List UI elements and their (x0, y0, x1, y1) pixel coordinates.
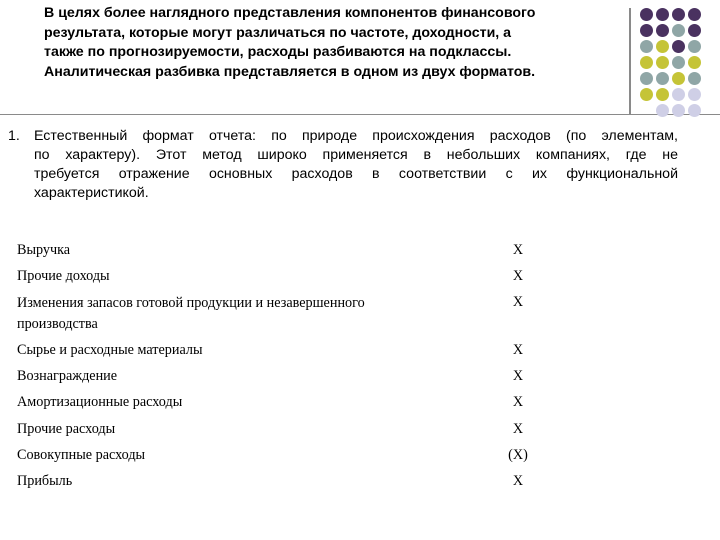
row-value: X (512, 342, 524, 358)
row-label: Сырье и расходные материалы (17, 342, 203, 358)
row-value: X (512, 421, 524, 437)
list-text-line: характеристикой. (34, 185, 149, 201)
decorative-dot (688, 8, 701, 21)
table-row (17, 293, 537, 341)
table-row (17, 446, 537, 472)
decorative-dot (656, 88, 669, 101)
row-value: X (512, 242, 524, 258)
row-label: Совокупные расходы (17, 447, 146, 463)
decorative-dot (688, 56, 701, 69)
title-line: Аналитическая разбивка представляется в одном из двух форматов. (44, 63, 536, 80)
title-line: результата, которые могут различаться по частоте, доходности, а (44, 24, 512, 41)
decorative-dot (672, 24, 685, 37)
row-label: Амортизационные расходы (17, 394, 183, 410)
decorative-dot (688, 40, 701, 53)
list-text-line: требуется отражение основных расходов в соответствии с их функциональной (34, 166, 678, 182)
row-value: X (512, 268, 524, 284)
table-row (17, 241, 537, 267)
decorative-dot (640, 56, 653, 69)
table-row (17, 393, 537, 420)
decorative-dot (688, 88, 701, 101)
decorative-dot (640, 40, 653, 53)
decorative-dot (688, 104, 701, 117)
decorative-dot (640, 8, 653, 21)
row-label: Прочие расходы (17, 421, 116, 437)
decorative-dot (688, 24, 701, 37)
table-row (17, 367, 537, 393)
decorative-dot (672, 8, 685, 21)
horizontal-divider (0, 114, 720, 115)
decorative-dot (672, 40, 685, 53)
decorative-dot-grid (640, 8, 702, 118)
row-label: Прочие доходы (17, 268, 110, 284)
list-text-line: Естественный формат отчета: по природе происхождения расходов (по элементам, (34, 128, 678, 144)
row-value: X (512, 294, 524, 310)
row-value: X (512, 368, 524, 384)
decorative-dot (672, 56, 685, 69)
row-value: X (512, 394, 524, 410)
slide-title (44, 4, 614, 82)
list-text-line: по характеру). Этот метод широко применяется в небольших компаниях, где не (34, 147, 678, 163)
row-value: (X) (508, 447, 528, 463)
list-text (34, 127, 678, 203)
decorative-dot (672, 88, 685, 101)
decorative-dot (688, 72, 701, 85)
table-row (17, 267, 537, 293)
row-label: Выручка (17, 242, 71, 258)
row-value: X (512, 473, 524, 489)
decorative-dot (672, 104, 685, 117)
list-item (8, 127, 678, 203)
list-number: 1. (8, 128, 20, 144)
decorative-dot (640, 104, 653, 117)
decorative-dot (656, 8, 669, 21)
vertical-divider (629, 8, 631, 114)
decorative-dot (640, 72, 653, 85)
decorative-dot (640, 24, 653, 37)
table-row (17, 420, 537, 446)
decorative-dot (640, 88, 653, 101)
row-label: Вознаграждение (17, 368, 118, 384)
row-label: Прибыль (17, 473, 73, 489)
decorative-dot (656, 24, 669, 37)
decorative-dot (656, 40, 669, 53)
title-line: В целях более наглядного представления компонентов финансового (44, 5, 536, 21)
income-statement-table (17, 241, 537, 498)
decorative-dot (656, 104, 669, 117)
table-row (17, 472, 537, 498)
decorative-dot (672, 72, 685, 85)
decorative-dot (656, 72, 669, 85)
row-label: Изменения запасов готовой продукции и незавершенного производства (17, 295, 365, 332)
table-row (17, 341, 537, 367)
title-line: также по прогнозируемости, расходы разбиваются на подклассы. (44, 44, 512, 60)
decorative-dot (656, 56, 669, 69)
